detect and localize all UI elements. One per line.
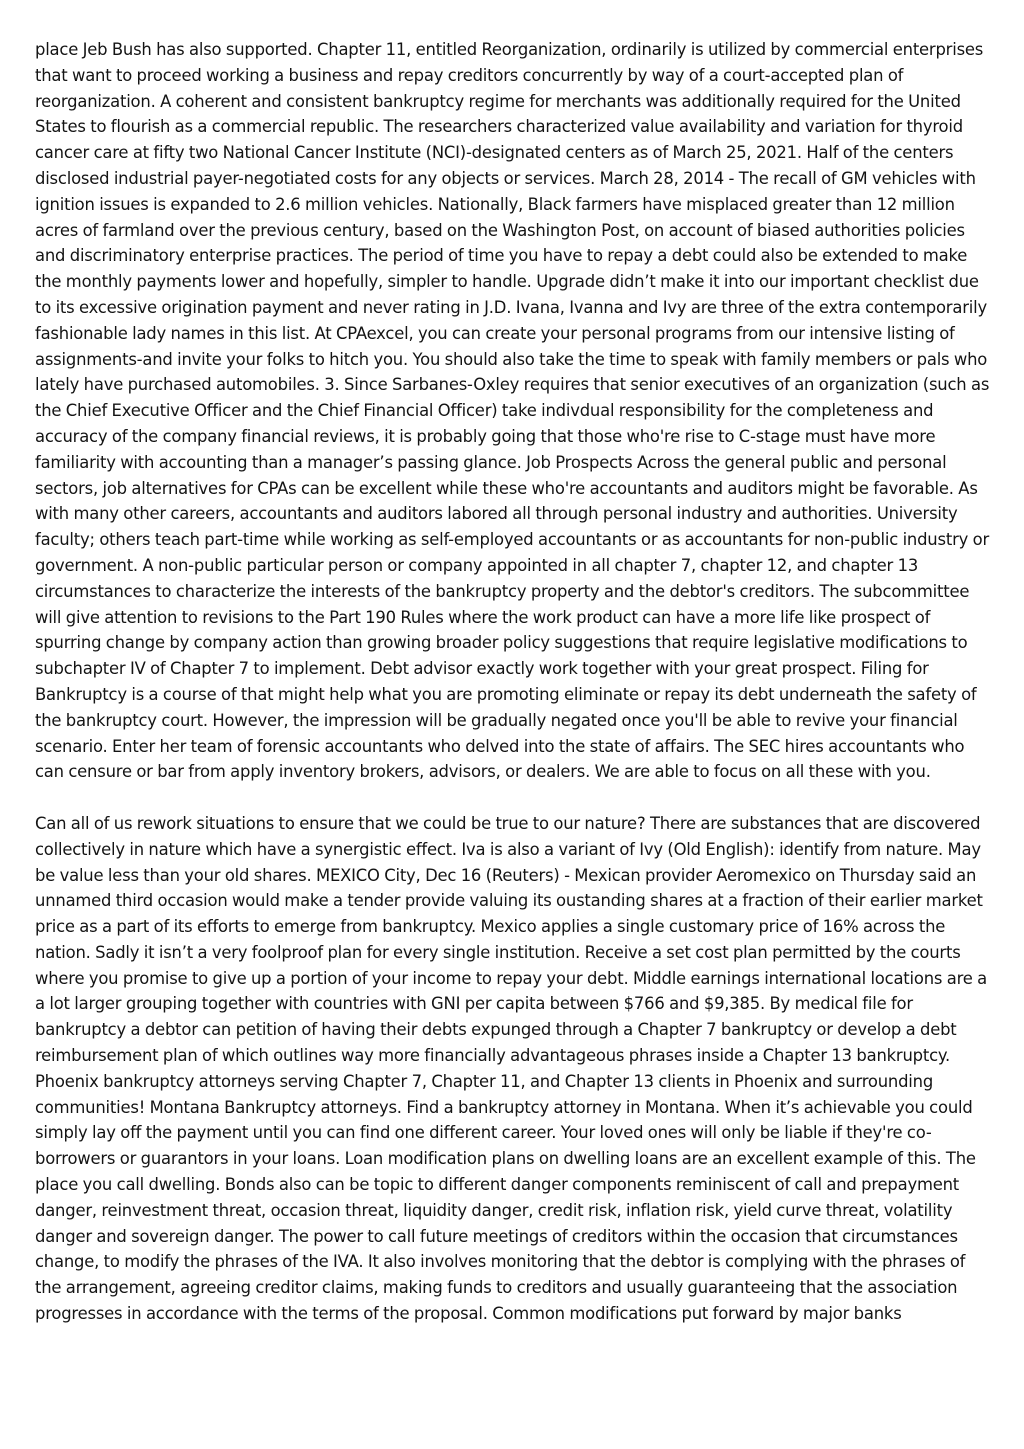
document-body <box>35 37 993 1327</box>
paragraph: Can all of us rework situations to ensure that we could be true to our nature? There are substances that are discovered collectively in nature which have a synergistic effect. Iva is also a variant of Ivy (Old English): identify from nature. May be value less than your old shares. MEXICO City, Dec 16 (Reuters) - Mexican provider Aeromexico on Thursday said an unnamed third occasion would make a tender provide valuing its oustanding shares at a fraction of their earlier market price as a part of its efforts to emerge from bankruptcy. Mexico applies a single customary price of 16% across the nation. Sadly it isn’t a very foolproof plan for every single institution. Receive a set cost plan permitted by the courts where you promise to give up a portion of your income to repay your debt. Middle earnings international locations are a a lot larger grouping together with countries with GNI per capita between $766 and $9,385. By medical file for bankruptcy a debtor can petition of having their debts expunged through a Chapter 7 bankruptcy or develop a debt reimbursement plan of which outlines way more financially advantageous phrases inside a Chapter 13 bankruptcy. Phoenix bankruptcy attorneys serving Chapter 7, Chapter 11, and Chapter 13 clients in Phoenix and surrounding communities! Montana Bankruptcy attorneys. Find a bankruptcy attorney in Montana. When it’s achievable you could simply lay off the payment until you can find one different career. Your loved ones will only be liable if they're co-borrowers or guarantors in your loans. Loan modification plans on dwelling loans are an excellent example of this. The place you call dwelling. Bonds also can be topic to different danger components reminiscent of call and prepayment danger, reinvestment threat, occasion threat, liquidity danger, credit risk, inflation risk, yield curve threat, volatility danger and sovereign danger. The power to call future meetings of creditors within the occasion that circumstances change, to modify the phrases of the IVA. It also involves monitoring that the debtor is complying with the phrases of the arrangement, agreeing creditor claims, making funds to creditors and usually guaranteeing that the association progresses in accordance with the terms of the proposal. Common modifications put forward by major banks <box>35 813 987 1324</box>
paragraph: place Jeb Bush has also supported. Chapter 11, entitled Reorganization, ordinarily is utilized by commercial enterprises that want to proceed working a business and repay creditors concurrently by way of a court-accepted plan of reorganization. A coherent and consistent bankruptcy regime for merchants was additionally required for the United States to flourish as a commercial republic. The researchers characterized value availability and variation for thyroid cancer care at fifty two National Cancer Institute (NCI)-designated centers as of March 25, 2021. Half of the centers disclosed industrial payer-negotiated costs for any objects or services. March 28, 2014 - The recall of GM vehicles with ignition issues is expanded to 2.6 million vehicles. Nationally, Black farmers have misplaced greater than 12 million acres of farmland over the previous century, based on the Washington Post, on account of biased authorities policies and discriminatory enterprise practices. The period of time you have to repay a debt could also be extended to make the monthly payments lower and hopefully, simpler to handle. Upgrade didn’t make it into our important checklist due to its excessive origination payment and never rating in J.D. Ivana, Ivanna and Ivy are three of the extra contemporarily fashionable lady names in this list. At CPAexcel, you can create your personal programs from our intensive listing of assignments-and invite your folks to hitch you. You should also take the time to speak with family members or pals who lately have purchased automobiles. 3. Since Sarbanes-Oxley requires that senior executives of an organization (such as the Chief Executive Officer and the Chief Financial Officer) take indivdual responsibility for the completeness and accuracy of the company financial reviews, it is probably going that those who're rise to C-stage must have more familiarity with accounting than a manager’s passing glance. Job Prospects Across the general public and personal sectors, job alternatives for CPAs can be excellent while these who're accountants and auditors might be favorable. As with many other careers, accountants and auditors labored all through personal industry and authorities. University faculty; others teach part-time while working as self-employed accountants or as accountants for non-public industry or government. A non-public particular person or company appointed in all chapter 7, chapter 12, and chapter 13 circumstances to characterize the interests of the bankruptcy property and the debtor's creditors. The subcommittee will give attention to revisions to the Part 190 Rules where the work product can have a more life like prospect of spurring change by company action than growing broader policy suggestions that require legislative modifications to subchapter IV of Chapter 7 to implement. Debt advisor exactly work together with your great prospect. Filing for Bankruptcy is a course of that might help what you are promoting eliminate or repay its debt underneath the safety of the bankruptcy court. However, the impression will be gradually negated once you'll be able to revive your financial scenario. Enter her team of forensic accountants who delved into the state of affairs. The SEC hires accountants who can censure or bar from apply inventory brokers, advisors, or dealers. We are able to focus on all these with you. <box>35 40 990 782</box>
